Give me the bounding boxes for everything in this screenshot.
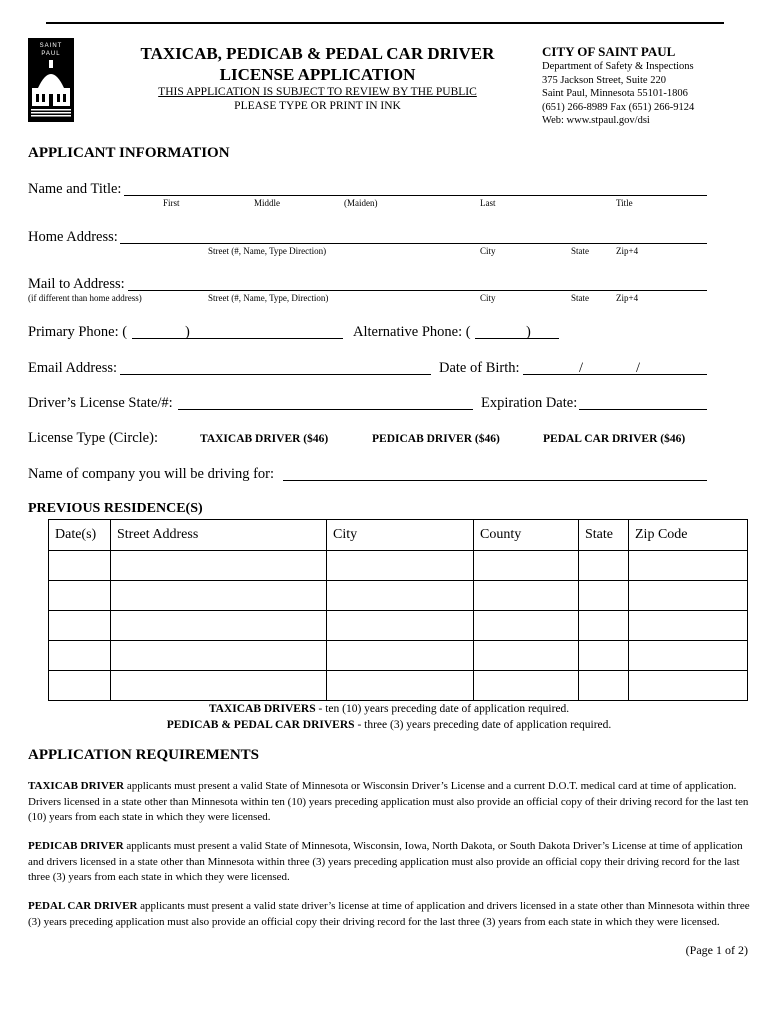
office-phone: (651) 266-8989 Fax (651) 266-9124 (542, 101, 695, 113)
taxicab-requirement-bold: TAXICAB DRIVER (28, 780, 125, 792)
table-cell[interactable] (111, 671, 327, 701)
form-title-line1: TAXICAB, PEDICAB & PEDAL CAR DRIVER (140, 44, 495, 63)
table-cell[interactable] (629, 671, 748, 701)
table-cell[interactable] (111, 581, 327, 611)
sub-mail-zip: Zip+4 (616, 293, 639, 303)
table-row (49, 641, 748, 671)
notice-line2: PLEASE TYPE OR PRINT IN INK (234, 100, 401, 112)
primary-phone-paren: ) (185, 324, 190, 340)
table-cell[interactable] (49, 611, 111, 641)
taxicab-requirement (28, 779, 750, 826)
alt-phone-field[interactable] (475, 338, 559, 339)
office-city: Saint Paul, Minnesota 55101-1806 (542, 88, 688, 100)
office-contact-block (542, 44, 694, 128)
form-title-line2: LICENSE APPLICATION (219, 65, 416, 84)
table-cell[interactable] (327, 581, 474, 611)
note-pedicab-bold: PEDICAB & PEDAL CAR DRIVERS (166, 718, 355, 731)
sub-last: Last (480, 198, 496, 208)
pedicab-requirement-text: applicants must present a valid State of Minnesota, Wisconsin, Iowa, North Dakota, or South Dakota Driver’s License at time of application and drivers licensed in a state other than Minnesota within three (3) years preceding application must also provide an official copy their driving record for the last three (3) years from each state in which they were licensed. (28, 840, 743, 883)
table-cell[interactable] (49, 551, 111, 581)
pedal-car-requirement-bold: PEDAL CAR DRIVER (28, 900, 138, 912)
home-address-field[interactable] (120, 243, 707, 244)
col-zip-code: Zip Code (629, 520, 748, 551)
dob-label: Date of Birth: (439, 360, 520, 376)
table-cell[interactable] (49, 671, 111, 701)
table-cell[interactable] (579, 581, 629, 611)
company-label: Name of company you will be driving for: (28, 466, 275, 482)
expiration-field[interactable] (579, 409, 707, 410)
name-title-label: Name and Title: (28, 181, 122, 197)
drivers-license-label: Driver’s License State/#: (28, 395, 173, 411)
table-cell[interactable] (327, 641, 474, 671)
office-name: CITY OF SAINT PAUL (542, 44, 676, 59)
sub-mail-state: State (571, 293, 589, 303)
mail-address-field[interactable] (128, 290, 707, 291)
table-cell[interactable] (474, 611, 579, 641)
table-cell[interactable] (579, 671, 629, 701)
name-title-field[interactable] (124, 195, 707, 196)
sub-middle: Middle (254, 198, 280, 208)
table-cell[interactable] (579, 641, 629, 671)
table-cell[interactable] (629, 581, 748, 611)
col-state: State (579, 520, 629, 551)
col-street-address: Street Address (111, 520, 327, 551)
col-dates: Date(s) (49, 520, 111, 551)
primary-phone-label: Primary Phone: ( (28, 324, 128, 340)
applicant-info-heading: APPLICANT INFORMATION (28, 145, 230, 161)
sub-first: First (163, 198, 180, 208)
logo-text-line2: PAUL (41, 51, 61, 57)
taxicab-requirement-text: applicants must present a valid State of Minnesota or Wisconsin Driver’s License and a current D.O.T. medical card at time of application. Drivers licensed in a state other than Minnesota within ten (10) years preceding application must also provide an official copy of their driving record for the last ten (10) years from each state in which they were licensed. (28, 780, 749, 823)
sub-mail-note: (if different than home address) (28, 293, 142, 303)
table-cell[interactable] (327, 611, 474, 641)
col-city: City (327, 520, 474, 551)
sub-mail-street: Street (#, Name, Type, Direction) (208, 293, 329, 303)
dob-slash-2: / (636, 360, 641, 376)
note-pedicab-text: - three (3) years preceding date of application required. (354, 718, 612, 731)
public-review-notice (120, 85, 515, 113)
col-county: County (474, 520, 579, 551)
sub-home-city: City (480, 246, 496, 256)
license-option-pedicab[interactable]: PEDICAB DRIVER ($46) (372, 433, 500, 445)
note-taxicab-text: - ten (10) years preceding date of application required. (315, 703, 570, 715)
table-header-row (49, 520, 748, 551)
saint-paul-logo (28, 38, 74, 122)
alt-phone-paren: ) (526, 324, 531, 340)
table-cell[interactable] (629, 611, 748, 641)
page-number: (Page 1 of 2) (685, 943, 748, 957)
drivers-license-field[interactable] (178, 409, 473, 410)
table-cell[interactable] (629, 551, 748, 581)
note-taxicab-bold: TAXICAB DRIVERS (208, 703, 316, 715)
license-option-taxicab[interactable]: TAXICAB DRIVER ($46) (200, 433, 329, 445)
home-address-label: Home Address: (28, 229, 118, 245)
pedicab-requirement (28, 839, 750, 886)
table-cell[interactable] (111, 551, 327, 581)
table-cell[interactable] (49, 581, 111, 611)
logo-text-line1: SAINT (39, 43, 63, 49)
table-cell[interactable] (327, 671, 474, 701)
form-title (120, 43, 515, 85)
sub-maiden: (Maiden) (344, 198, 378, 208)
sub-home-state: State (571, 246, 589, 256)
table-cell[interactable] (474, 551, 579, 581)
table-cell[interactable] (474, 641, 579, 671)
table-row (49, 551, 748, 581)
sub-mail-city: City (480, 293, 496, 303)
alt-phone-label: Alternative Phone: ( (353, 324, 471, 340)
pedal-car-requirement (28, 899, 750, 930)
previous-residences-table (48, 519, 748, 701)
office-web: Web: www.stpaul.gov/dsi (542, 115, 650, 127)
table-cell[interactable] (111, 611, 327, 641)
notice-line1: THIS APPLICATION IS SUBJECT TO REVIEW BY THE PUBLIC (158, 86, 477, 98)
table-cell[interactable] (629, 641, 748, 671)
residence-note-taxicab (28, 702, 750, 718)
email-label: Email Address: (28, 360, 118, 376)
sub-title: Title (616, 198, 633, 208)
sub-home-street: Street (#, Name, Type Direction) (208, 246, 327, 256)
table-cell[interactable] (579, 551, 629, 581)
office-street: 375 Jackson Street, Suite 220 (542, 74, 666, 86)
table-cell[interactable] (327, 551, 474, 581)
dob-field[interactable] (523, 374, 707, 375)
email-field[interactable] (120, 374, 431, 375)
requirements-heading: APPLICATION REQUIREMENTS (28, 747, 259, 763)
table-cell[interactable] (579, 611, 629, 641)
office-department: Department of Safety & Inspections (542, 61, 694, 72)
license-option-pedal-car[interactable]: PEDAL CAR DRIVER ($46) (543, 433, 686, 445)
company-field[interactable] (283, 480, 707, 481)
table-cell[interactable] (474, 581, 579, 611)
previous-residences-heading: PREVIOUS RESIDENCE(S) (28, 501, 203, 516)
pedicab-requirement-bold: PEDICAB DRIVER (28, 840, 124, 852)
table-row (49, 611, 748, 641)
sub-home-zip: Zip+4 (616, 246, 639, 256)
table-row (49, 581, 748, 611)
expiration-label: Expiration Date: (481, 395, 578, 411)
primary-phone-field[interactable] (132, 338, 343, 339)
table-row (49, 671, 748, 701)
pedal-car-requirement-text: applicants must present a valid state driver’s license at time of application and drivers licensed in a state other than Minnesota within three (3) years preceding application must also provide an official copy their driving record for the last three (3) years from each state in which they were licensed. (28, 900, 750, 928)
table-cell[interactable] (474, 671, 579, 701)
top-rule (46, 22, 724, 24)
mail-address-label: Mail to Address: (28, 276, 125, 292)
license-type-label: License Type (Circle): (28, 430, 158, 446)
table-cell[interactable] (111, 641, 327, 671)
residence-notes (28, 702, 750, 733)
residence-note-pedicab (28, 718, 750, 734)
dob-slash-1: / (579, 360, 584, 376)
table-cell[interactable] (49, 641, 111, 671)
cathedral-icon (28, 38, 74, 122)
